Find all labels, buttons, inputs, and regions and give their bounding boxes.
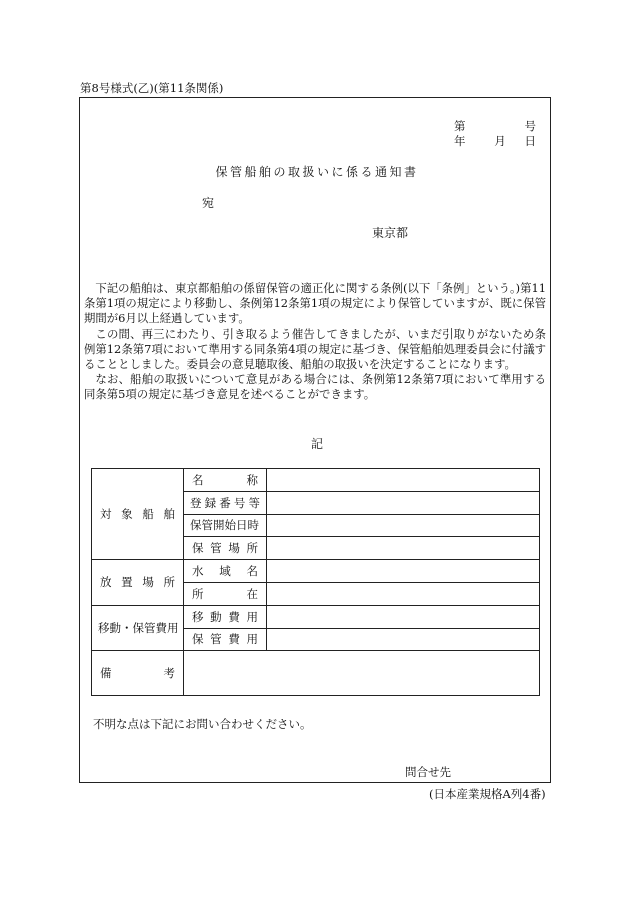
addressee: 宛 [202, 196, 215, 210]
label-water-area: 水 域 名 [184, 560, 267, 583]
paper-size-note: (日本産業規格A列4番) [429, 787, 546, 801]
table-row [92, 651, 540, 696]
notice-body [84, 281, 546, 403]
date-month: 月 [494, 134, 506, 148]
document-number-line [454, 118, 536, 134]
value-storage-start[interactable] [267, 514, 540, 537]
value-location[interactable] [267, 582, 540, 605]
value-storage-place[interactable] [267, 537, 540, 560]
table-row [92, 469, 540, 492]
table-row [92, 560, 540, 583]
label-remarks: 備 考 [92, 651, 184, 696]
date-year: 年 [454, 134, 466, 148]
inquiry-note: 不明な点は下記にお問い合わせください。 [93, 717, 312, 731]
number-prefix: 第 [454, 119, 466, 133]
document-title: 保管船舶の取扱いに係る通知書 [215, 165, 419, 179]
date-day: 日 [524, 134, 536, 148]
value-storage-cost[interactable] [267, 628, 540, 651]
value-registration[interactable] [267, 491, 540, 514]
label-registration: 登 録 番 号 等 [184, 491, 267, 514]
label-storage-cost: 保 管 費 用 [184, 628, 267, 651]
label-name: 名 称 [184, 469, 267, 492]
label-storage-place: 保 管 場 所 [184, 537, 267, 560]
form-number-label: 第8号様式(乙)(第11条関係) [80, 81, 224, 95]
label-location: 所 在 [184, 582, 267, 605]
sender: 東京都 [372, 226, 409, 240]
group-costs: 移動・保管費用 [92, 605, 184, 651]
group-target-vessel: 対 象 船 舶 [92, 469, 184, 560]
body-paragraph: 下記の船舶は、東京都船舶の係留保管の適正化に関する条例(以下「条例」という。)第11条第1項の規定により移動し、条例第12条第1項の規定により保管していますが、既に保管期間が6月以上経過しています。 [84, 281, 546, 326]
contact-label: 問合せ先 [405, 765, 451, 779]
vessel-details-table [91, 468, 540, 696]
body-paragraph: この間、再三にわたり、引き取るよう催告してきましたが、いまだ引取りがないため条例第12条第7項において準用する同条第4項の規定に基づき、保管船舶処理委員会に付議することとしました。委員会の意見聴取後、船舶の取扱いを決定することになります。 [84, 326, 546, 372]
table-row [92, 605, 540, 628]
value-moving-cost[interactable] [267, 605, 540, 628]
number-suffix: 号 [524, 119, 536, 133]
value-remarks[interactable] [184, 651, 540, 696]
group-abandoned-place: 放 置 場 所 [92, 560, 184, 606]
value-water-area[interactable] [267, 560, 540, 583]
value-name[interactable] [267, 469, 540, 492]
body-paragraph: なお、船舶の取扱いについて意見がある場合には、条例第12条第7項において準用する同条第5項の規定に基づき意見を述べることができます。 [84, 372, 546, 402]
label-moving-cost: 移 動 費 用 [184, 605, 267, 628]
ki-heading: 記 [310, 437, 323, 451]
label-storage-start: 保管開始日時 [184, 514, 267, 537]
date-line [454, 133, 536, 149]
